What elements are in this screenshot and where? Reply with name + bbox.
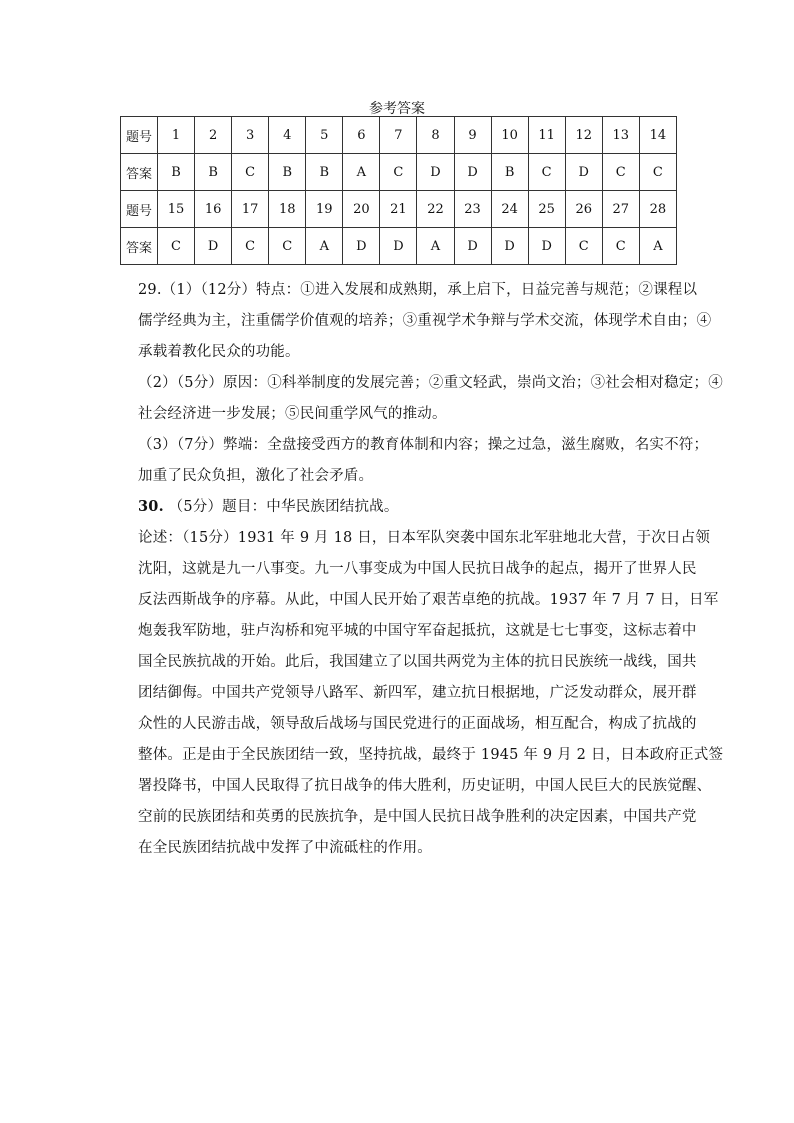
- table-cell: D: [454, 228, 491, 265]
- table-cell: C: [232, 228, 269, 265]
- table-cell: 10: [491, 117, 528, 154]
- table-cell: D: [454, 154, 491, 191]
- table-cell: 20: [343, 191, 380, 228]
- q29-part1-line2: 儒学经典为主，注重儒学价值观的培养；③重视学术争辩与学术交流，体现学术自由；④: [138, 313, 712, 329]
- table-cell: 17: [232, 191, 269, 228]
- q30-number: 30.: [138, 498, 164, 515]
- table-cell: 28: [639, 191, 676, 228]
- q30-essay-line: 空前的民族团结和英勇的民族抗争，是中国人民抗日战争胜利的决定因素，中国共产党: [138, 809, 697, 825]
- table-cell: 8: [417, 117, 454, 154]
- table-cell: 16: [195, 191, 232, 228]
- table-cell: B: [158, 154, 195, 191]
- table-cell: C: [528, 154, 565, 191]
- q30-topic: （5分）题目：中华民族团结抗战。: [168, 499, 399, 515]
- q30-essay-line: 众性的人民游击战，领导敌后战场与国民党进行的正面战场，相互配合，构成了抗战的: [138, 716, 697, 732]
- table-cell: B: [269, 154, 306, 191]
- table-cell: 6: [343, 117, 380, 154]
- table-cell: D: [343, 228, 380, 265]
- row-label: 题号: [121, 191, 158, 228]
- table-cell: 14: [639, 117, 676, 154]
- q30-essay-line: 国全民族抗战的开始。此后，我国建立了以国共两党为主体的抗日民族统一战线，国共: [138, 654, 697, 670]
- row-label: 答案: [121, 154, 158, 191]
- table-row: [121, 154, 677, 191]
- table-cell: D: [380, 228, 417, 265]
- table-cell: C: [232, 154, 269, 191]
- q30-essay-line: 沈阳，这就是九一八事变。九一八事变成为中国人民抗日战争的起点，揭开了世界人民: [138, 561, 697, 577]
- table-cell: 15: [158, 191, 195, 228]
- table-cell: D: [417, 154, 454, 191]
- table-cell: 23: [454, 191, 491, 228]
- table-cell: B: [195, 154, 232, 191]
- table-cell: 13: [602, 117, 639, 154]
- q30-essay-line: 团结御侮。中国共产党领导八路军、新四军，建立抗日根据地，广泛发动群众，展开群: [138, 685, 697, 701]
- row-label: 答案: [121, 228, 158, 265]
- q30-essay-line: 在全民族团结抗战中发挥了中流砥柱的作用。: [138, 840, 432, 856]
- table-cell: 12: [565, 117, 602, 154]
- table-cell: 7: [380, 117, 417, 154]
- table-cell: B: [491, 154, 528, 191]
- q29-part1-line3: 承载着教化民众的功能。: [138, 344, 300, 360]
- table-cell: 11: [528, 117, 565, 154]
- table-cell: 18: [269, 191, 306, 228]
- table-cell: 24: [491, 191, 528, 228]
- q29-part2-line2: 社会经济进一步发展；⑤民间重学风气的推动。: [138, 406, 447, 422]
- q29-part3-line2: 加重了民众负担，激化了社会矛盾。: [138, 468, 374, 484]
- table-cell: C: [602, 228, 639, 265]
- table-cell: 21: [380, 191, 417, 228]
- table-cell: A: [306, 228, 343, 265]
- table-cell: D: [195, 228, 232, 265]
- table-row: [121, 117, 677, 154]
- table-cell: 4: [269, 117, 306, 154]
- q29-part3-line1: （3）（7分）弊端：全盘接受西方的教育体制和内容；操之过急，滋生腐败，名实不符；: [138, 437, 709, 453]
- table-cell: 9: [454, 117, 491, 154]
- table-cell: C: [602, 154, 639, 191]
- table-cell: D: [565, 154, 602, 191]
- table-cell: D: [528, 228, 565, 265]
- table-cell: 1: [158, 117, 195, 154]
- q29-part1-line1: 29.（1）（12分）特点：①进入发展和成熟期，承上启下，日益完善与规范；②课程以: [138, 282, 698, 298]
- row-label: 题号: [121, 117, 158, 154]
- table-row: [121, 191, 677, 228]
- table-cell: 2: [195, 117, 232, 154]
- table-row: [121, 228, 677, 265]
- answer-table: [120, 116, 677, 265]
- table-cell: 5: [306, 117, 343, 154]
- q30-topic-line: [138, 495, 399, 516]
- table-cell: A: [417, 228, 454, 265]
- table-cell: C: [269, 228, 306, 265]
- q30-essay-line: 反法西斯战争的序幕。从此，中国人民开始了艰苦卓绝的抗战。1937 年 7 月 7 日，日军: [138, 592, 719, 608]
- table-cell: 26: [565, 191, 602, 228]
- q30-essay-line: 署投降书，中国人民取得了抗日战争的伟大胜利，历史证明，中国人民巨大的民族觉醒、: [138, 778, 712, 794]
- table-cell: C: [380, 154, 417, 191]
- table-cell: 25: [528, 191, 565, 228]
- table-cell: 19: [306, 191, 343, 228]
- q30-essay-line: 论述：（15分）1931 年 9 月 18 日，日本军队突袭中国东北军驻地北大营，于次日占领: [138, 530, 711, 546]
- q30-essay-line: 整体。正是由于全民族团结一致，坚持抗战，最终于 1945 年 9 月 2 日，日本政府正式签: [138, 747, 724, 763]
- page-title: 参考答案: [369, 101, 425, 117]
- q29-part2-line1: （2）（5分）原因：①科举制度的发展完善；②重文轻武，崇尚文治；③社会相对稳定；④: [138, 375, 723, 391]
- table-cell: C: [639, 154, 676, 191]
- table-cell: C: [565, 228, 602, 265]
- table-cell: A: [343, 154, 380, 191]
- table-cell: D: [491, 228, 528, 265]
- table-cell: B: [306, 154, 343, 191]
- table-cell: 22: [417, 191, 454, 228]
- table-cell: 3: [232, 117, 269, 154]
- table-cell: A: [639, 228, 676, 265]
- table-cell: 27: [602, 191, 639, 228]
- q30-essay-line: 炮轰我军防地，驻卢沟桥和宛平城的中国守军奋起抵抗，这就是七七事变，这标志着中: [138, 623, 697, 639]
- table-cell: C: [158, 228, 195, 265]
